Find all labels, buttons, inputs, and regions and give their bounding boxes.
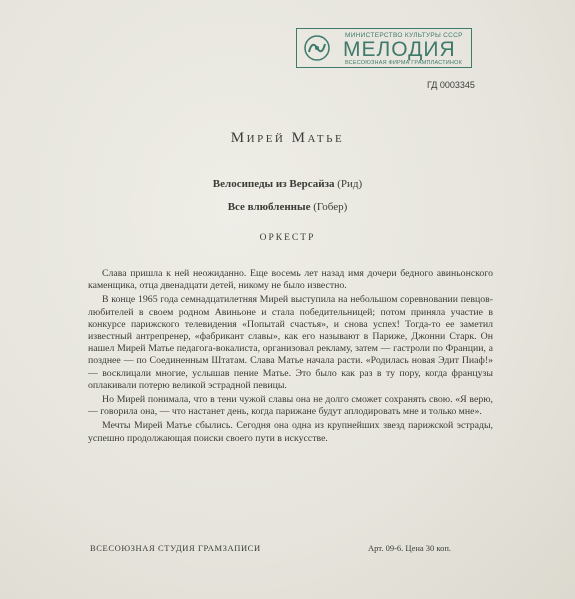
track-1-song: Велосипеды из Версайза <box>212 178 335 190</box>
catalog-number: ГД 0003345 <box>427 80 475 90</box>
liner-notes <box>88 268 493 445</box>
logo-wordmark: МЕЛОДИЯ <box>343 38 456 61</box>
price-info: Арт. 09-6. Цена 30 коп. <box>368 543 452 553</box>
logo-company-text: ВСЕСОЮЗНАЯ ФИРМА ГРАМПЛАСТИНОК <box>345 60 462 66</box>
logo-ministry-text: МИНИСТЕРСТВО КУЛЬТУРЫ СССР <box>345 32 463 39</box>
track-2-composer: (Гобер) <box>313 201 348 213</box>
melodiya-emblem-icon <box>302 34 332 62</box>
liner-paragraph-2: В конце 1965 года семнадцатилетняя Мирей выступила на небольшом соревновании певцов-любителей в своем родном Авиньоне и стала победительницей; потом приняла участие в конкурсе парижского телевидения «Попытай счастья», и снова успех! Тогда-то ее заметил известный антрепренер, «фабрикант славы», как его называют в Париже, Джонни Старк. Он нашел Мирей Матье педагога-вокалиста, организовал рекламу, затем — гастроли по Франции, а позднее — по Соединенным Штатам. Слава Матье начала расти. «Родилась новая Эдит Пиаф!» — восклицали многие, услышав пение Матье. Это было как раз в ту пору, когда французы оплакивали потерю великой эстрадной певицы. <box>88 294 493 391</box>
track-1 <box>0 178 575 190</box>
track-2 <box>0 201 575 213</box>
liner-paragraph-3: Но Мирей понимала, что в тени чужой славы она не долго сможет сохранять свою. «Я верю, — говорила она, — что настанет день, когда парижане будут аплодировать мне и только мне». <box>88 394 493 418</box>
track-2-song: Все влюбленные <box>227 201 311 213</box>
studio-credit: ВСЕСОЮЗНАЯ СТУДИЯ ГРАМЗАПИСИ <box>90 543 261 553</box>
track-1-composer: (Рид) <box>337 178 363 190</box>
melodiya-logo <box>296 28 472 68</box>
liner-paragraph-4: Мечты Мирей Матье сбылись. Сегодня она одна из крупнейших звезд парижской эстрады, успешно продолжающая поиски своего пути в искусстве. <box>88 420 493 444</box>
artist-title: Мирей Матье <box>230 130 345 146</box>
liner-paragraph-1: Слава пришла к ней неожиданно. Еще восемь лет назад имя дочери бедного авиньонского каменщика, отца двенадцати детей, никому не было известно. <box>88 268 493 292</box>
performer: ОРКЕСТР <box>259 233 316 243</box>
